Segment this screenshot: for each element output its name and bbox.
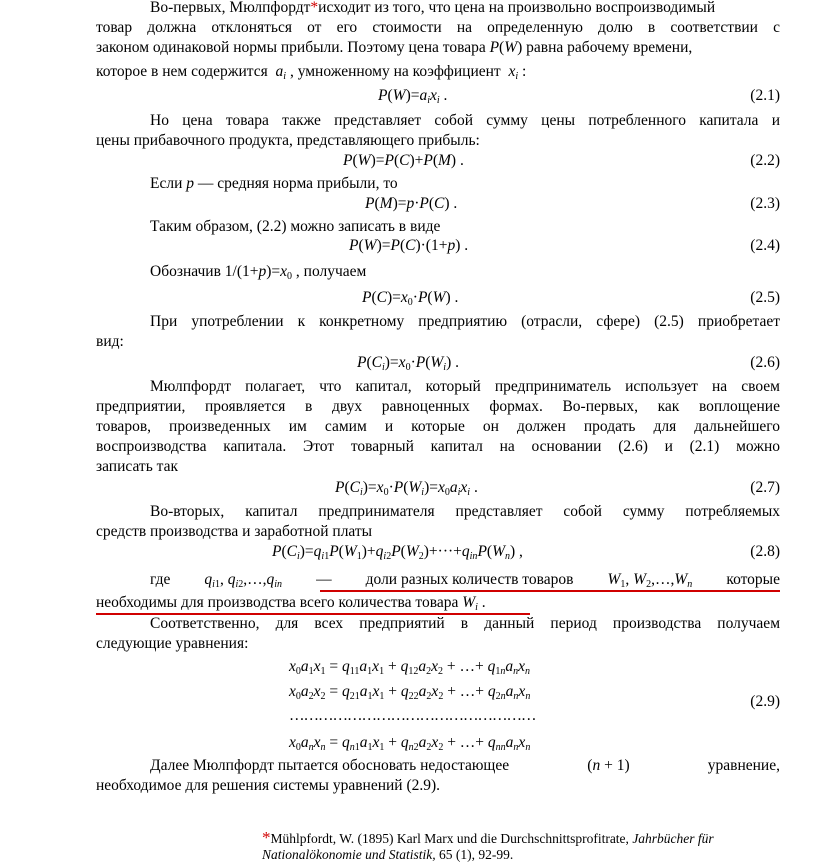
paragraph-line: Во-вторых, капитал предпринимателя представляет собой сумму потребляемых [150, 503, 780, 520]
paragraph-line: Если p — средняя норма прибыли, то [150, 175, 398, 192]
system-equation-2: $x_0a_2x_2 = q_{21}a_1x_1 + q_{22}a_2x_2$ + …+ $q_{2n}a_nx_n$ [289, 683, 531, 702]
paragraph-line: Соответственно, для всех предприятий в данный период производства получаем [150, 615, 780, 632]
equation-number: (2.6) [750, 354, 780, 371]
equation-number: (2.1) [750, 87, 780, 104]
highlight-underline [320, 590, 780, 592]
footnote-line-1: *Mühlpfordt, W. (1895) Karl Marx und die Durchschnittsprofitrate, Jahrbücher für [262, 828, 714, 847]
equation-2-3: P(M)=p·P(C) . [365, 195, 458, 212]
paragraph-line: вид: [96, 333, 124, 350]
equation-number: (2.5) [750, 289, 780, 306]
equation-2-2: P(W)=P(C)+P(M) . [343, 152, 464, 169]
paragraph-line: товар должна отклоняться от его стоимости на определенную долю в соответствии с [96, 19, 780, 36]
equation-2-5: $P(C)=x_0\cdot P(W)$ . [362, 289, 459, 308]
paragraph-line: предприятии, проявляется в двух равноценных формах. Во-первых, как воплощение [96, 398, 780, 415]
paragraph-line: Но цена товара также представляет собой сумму цены потребленного капитала и [150, 112, 780, 129]
equation-number: (2.2) [750, 152, 780, 169]
equation-number: (2.9) [750, 693, 780, 710]
equation-2-6: $P(C_i)=x_0\cdot P(W_i)$ . [357, 354, 459, 373]
equation-2-7: $P(C_i)=x_0\cdot P(W_i)=x_0a_ix_i$ . [335, 479, 478, 498]
system-equation-n: $x_0a_nx_n = q_{n1}a_1x_1 + q_{n2}a_2x_2$ + …+ $q_{nn}a_nx_n$ [289, 734, 531, 753]
footnote-marker[interactable]: * [310, 0, 319, 16]
equation-2-1: $P(W)=a_ix_i$ . [378, 87, 448, 106]
equation-2-8: $P(C_i)=q_{i1}P(W_1)+q_{i2}P(W_2)+\cdot\cdot\cdot+q_{in}P(W_n)$ , [272, 543, 523, 562]
paragraph-line: Обозначив $1/(1+p)=x_0$ , получаем [150, 263, 367, 282]
paragraph-line: цены прибавочного продукта, представляющего прибыль: [96, 132, 480, 149]
paragraph-line: Далее Мюлпфордт пытается обосновать недостающее (n + 1) уравнение, [150, 757, 780, 774]
footnote-line-2: Nationalökonomie und Statistik, 65 (1), 92-99. [262, 847, 514, 862]
paragraph-line: воспроизводства капитала. Этот товарный капитал на основании (2.6) и (2.1) можно [96, 438, 780, 455]
paragraph-line: необходимое для решения системы уравнений (2.9). [96, 777, 441, 794]
equation-number: (2.7) [750, 479, 780, 496]
paragraph-line: Таким образом, (2.2) можно записать в виде [150, 218, 441, 235]
paragraph-line: записать так [96, 458, 179, 475]
paragraph-line: где $q_{i1}$, $q_{i2},\dots,q_{in}$ — доли разных количеств товаров $W_1$, $W_2,\dots,W_n$ которые [150, 571, 780, 590]
paragraph-line: законом одинаковой нормы прибыли. Поэтому цена товара P(W) равна рабочему времени, [96, 39, 693, 56]
paragraph-line: необходимы для производства всего количества товара $W_i$ . [96, 594, 486, 613]
system-equation-1: $x_0a_1x_1 = q_{11}a_1x_1 + q_{12}a_2x_2$ + …+ $q_{1n}a_nx_n$ [289, 658, 530, 677]
paragraph-line: которое в нем содержится $a_i$ , умноженному на коэффициент $x_i$ : [96, 63, 527, 82]
equation-number: (2.3) [750, 195, 780, 212]
paragraph-line: Во-первых, Мюлпфордт*исходит из того, что цена на произвольно воспроизводимый [150, 0, 716, 16]
equation-number: (2.4) [750, 237, 780, 254]
paragraph-line: товаров, произведенных им самим и которые он должен продать для дальнейшего [96, 418, 780, 435]
equation-number: (2.8) [750, 543, 780, 560]
paragraph-line: средств производства и заработной платы [96, 523, 373, 540]
equation-2-4: P(W)=P(C)·(1+p) . [349, 237, 469, 254]
footnote-mark: * [262, 828, 271, 847]
paragraph-line: следующие уравнения: [96, 635, 249, 652]
paragraph-line: При употреблении к конкретному предприятию (отрасли, сфере) (2.5) приобретает [150, 313, 780, 330]
paragraph-line: Мюлпфордт полагает, что капитал, который предприниматель использует на своем [150, 378, 780, 395]
system-dots: …………………………………………… [289, 707, 536, 724]
